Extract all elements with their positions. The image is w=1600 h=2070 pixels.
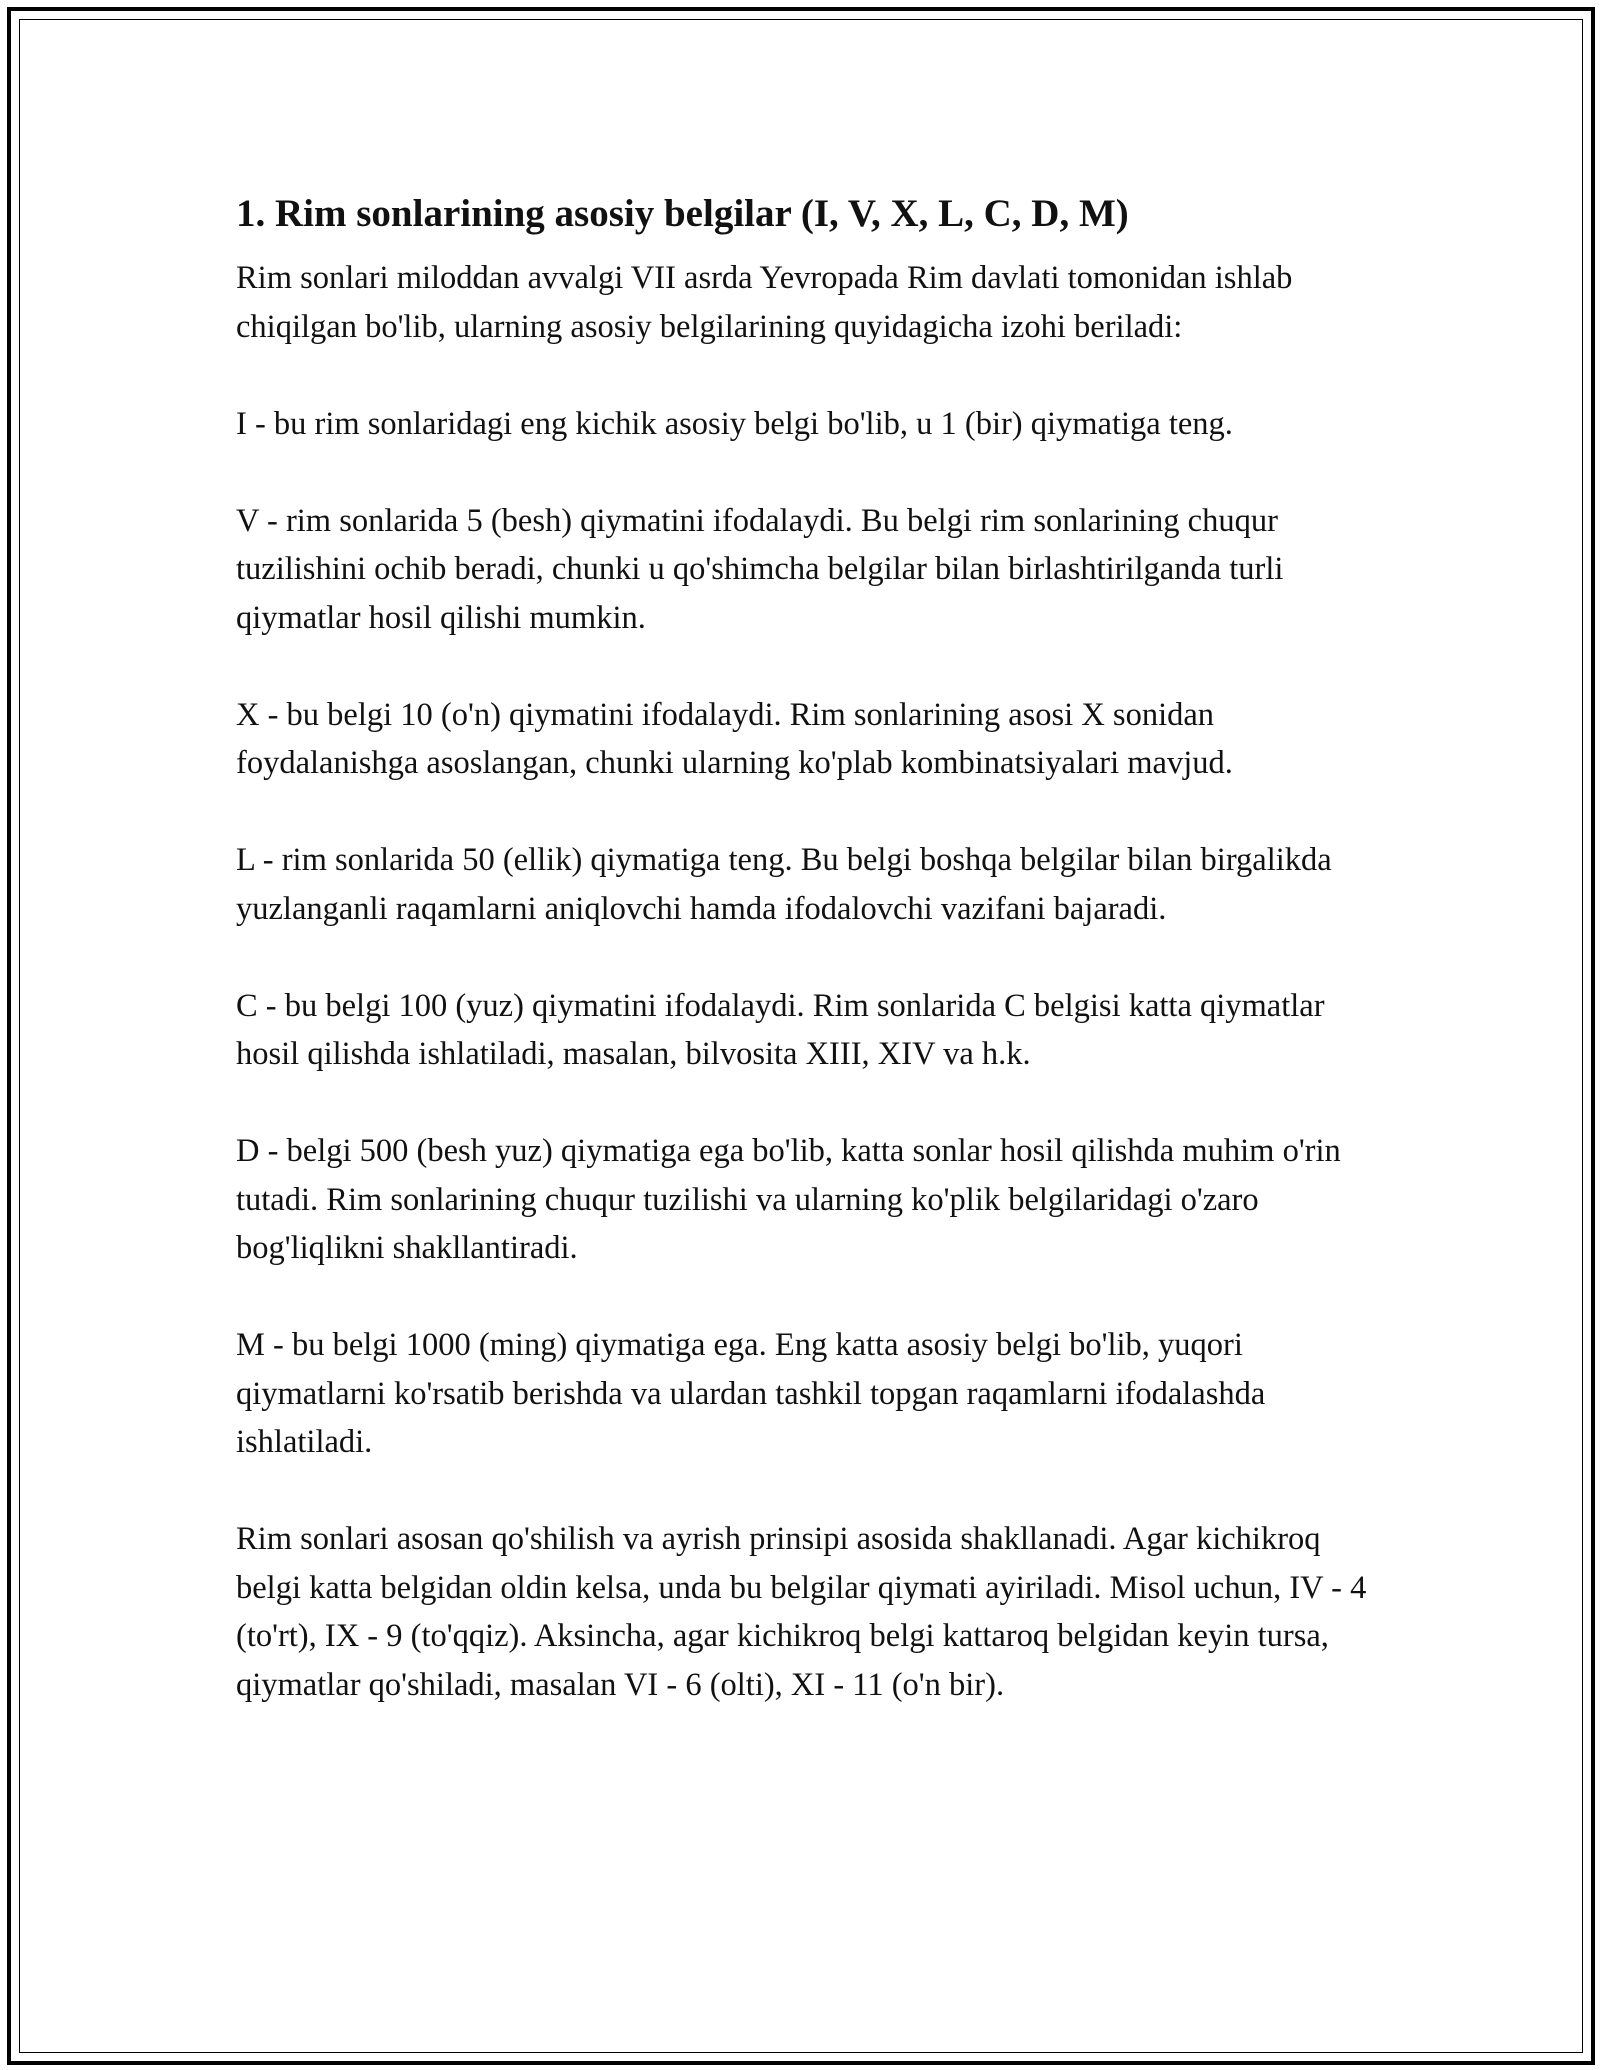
intro-paragraph: Rim sonlari miloddan avvalgi VII asrda Yevropada Rim davlati tomonidan ishlab chiqilgan bo'lib, ularning asosiy belgilarining quyidagicha izohi beriladi:: [236, 260, 1293, 345]
paragraph-symbol-m: M - bu belgi 1000 (ming) qiymatiga ega. Eng katta asosiy belgi bo'lib, yuqori qiymatlarni ko'rsatib berishda va ulardan tashkil topgan raqamlarni ifodalashda ishlatiladi.: [236, 1327, 1266, 1460]
paragraph-symbol-d: D - belgi 500 (besh yuz) qiymatiga ega bo'lib, katta sonlar hosil qilishda muhim o'rin tutadi. Rim sonlarining chuqur tuzilishi va ularning ko'plik belgilaridagi o'zaro bog'liqlikni shakllantiradi.: [236, 1133, 1341, 1266]
paragraph-symbol-i: I - bu rim sonlaridagi eng kichik asosiy belgi bo'lib, u 1 (bir) qiymatiga teng.: [236, 405, 1233, 442]
conclusion-paragraph: Rim sonlari asosan qo'shilish va ayrish prinsipi asosida shakllanadi. Agar kichikroq belgi katta belgidan oldin kelsa, unda bu belgilar qiymati ayiriladi. Misol uchun, IV - 4 (to'rt), IX - 9 (to'qqiz). Aksincha, agar kichikroq belgi kattaroq belgidan keyin tursa, qiymatlar qo'shiladi, masalan VI - 6 (olti), XI - 11 (o'n bir).: [236, 1521, 1367, 1703]
document-body: [236, 186, 1386, 1758]
paragraph-symbol-c: C - bu belgi 100 (yuz) qiymatini ifodalaydi. Rim sonlarida C belgisi katta qiymatlar hosil qilishda ishlatiladi, masalan, bilvosita XIII, XIV va h.k.: [236, 987, 1325, 1072]
paragraph-symbol-v: V - rim sonlarida 5 (besh) qiymatini ifodalaydi. Bu belgi rim sonlarining chuqur tuzilishini ochib beradi, chunki u qo'shimcha belgilar bilan birlashtirilganda turli qiymatlar hosil qilishi mumkin.: [236, 502, 1284, 636]
paragraph-symbol-x: X - bu belgi 10 (o'n) qiymatini ifodalaydi. Rim sonlarining asosi X sonidan foydalanishga asoslangan, chunki ularning ko'plab kombinatsiyalari mavjud.: [236, 696, 1233, 781]
section-heading: 1. Rim sonlarining asosiy belgilar (I, V, X, L, C, D, M): [236, 192, 1129, 235]
paragraph-symbol-l: L - rim sonlarida 50 (ellik) qiymatiga teng. Bu belgi boshqa belgilar bilan birgalikda yuzlanganli raqamlarni aniqlovchi hamda ifodalovchi vazifani bajaradi.: [236, 842, 1332, 927]
